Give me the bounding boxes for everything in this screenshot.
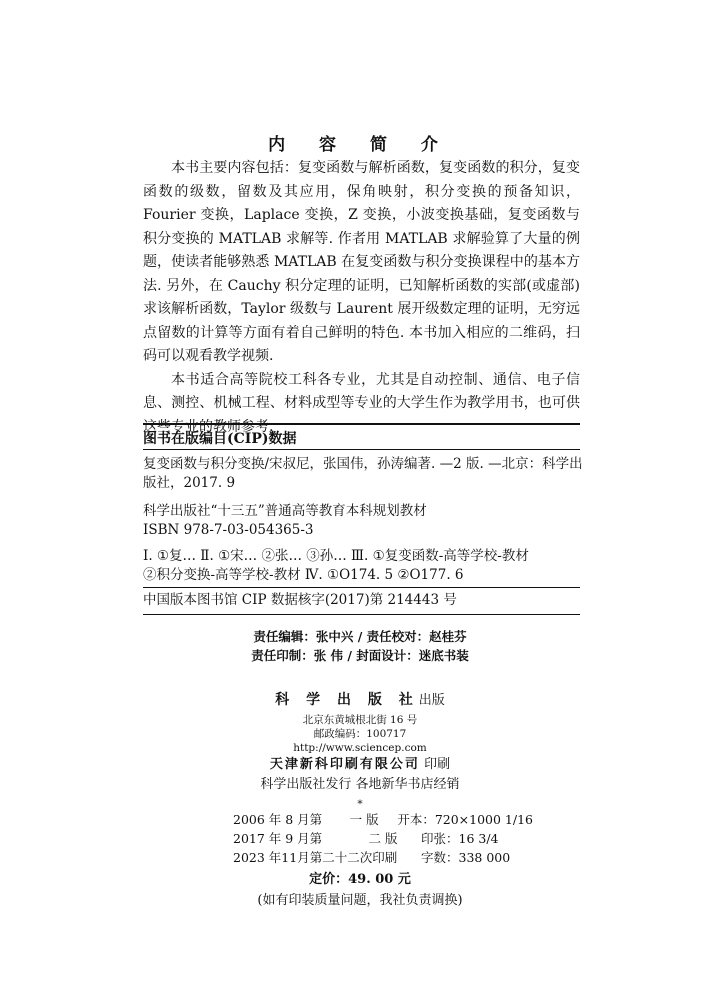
cip-library-rule-bottom bbox=[143, 614, 580, 615]
intro-paragraph-2: 本书适合高等院校工科各专业，尤其是自动控制、通信、电子信息、测控、机械工程、材料成型等专业的大学生作为教学用书，也可供这些专业的教师参考. bbox=[143, 371, 580, 435]
credits-line-1: 责任编辑：张中兴 / 责任校对：赵桂芬 bbox=[253, 629, 467, 644]
printer-line bbox=[0, 756, 720, 774]
credits-block bbox=[0, 627, 720, 665]
separator-star: * bbox=[357, 798, 363, 810]
edition-row bbox=[233, 848, 533, 867]
cip-library-rule-top bbox=[143, 587, 580, 588]
edition-row bbox=[233, 829, 533, 848]
publisher-suffix: 出版 bbox=[418, 693, 445, 708]
publisher-name: 科 学 出 版 社 bbox=[275, 692, 419, 708]
edition-row bbox=[233, 810, 533, 829]
intro-title: 内 容 简 介 bbox=[268, 135, 452, 155]
cip-class-line-2: ②积分变换-高等学校-教材 Ⅳ. ①O174. 5 ②O177. 6 bbox=[143, 567, 464, 583]
distribution-line: 科学出版社发行 各地新华书店经销 bbox=[260, 777, 460, 792]
price: 定价：49. 00 元 bbox=[309, 872, 411, 887]
cip-title-entry bbox=[143, 455, 583, 493]
edition-date: 2006 年 8 月第 bbox=[233, 812, 323, 827]
cip-top-rule bbox=[143, 423, 580, 425]
publisher-website: http://www.sciencep.com bbox=[293, 742, 427, 754]
cip-series-entry bbox=[143, 502, 580, 540]
cip-isbn: ISBN 978-7-03-054365-3 bbox=[143, 522, 314, 538]
publisher-line bbox=[0, 691, 720, 710]
edition-date: 2017 年 9 月第 bbox=[233, 831, 323, 846]
intro-section bbox=[143, 157, 580, 439]
cip-title-line-1: 复变函数与积分变换/宋叔尼，张国伟，孙涛编著. —2 版. —北京：科学出 bbox=[143, 456, 583, 472]
edition-spec: 开本：720×1000 1/16 bbox=[397, 812, 533, 827]
printer-suffix: 印刷 bbox=[424, 757, 451, 772]
cip-heading-rule bbox=[143, 449, 580, 450]
edition-spec: 印张：16 3/4 bbox=[421, 831, 499, 846]
cip-class-line-1: Ⅰ. ①复… Ⅱ. ①宋… ②张… ③孙… Ⅲ. ①复变函数-高等学校-教材 bbox=[143, 548, 529, 564]
cip-classification bbox=[143, 547, 580, 585]
edition-spec: 字数：338 000 bbox=[421, 850, 511, 865]
edition-number: 二 版 bbox=[368, 831, 398, 846]
edition-table bbox=[233, 810, 533, 867]
cip-library-number: 中国版本图书馆 CIP 数据核字(2017)第 214443 号 bbox=[143, 592, 457, 608]
intro-paragraph-1: 本书主要内容包括：复变函数与解析函数，复变函数的积分，复变函数的级数，留数及其应用，保角映射，积分变换的预备知识，Fourier 变换，Laplace 变换，Z 变换，小波变换基础，复变函数与积分变换的 MATLAB 求解等. 作者用 MATLAB 求解验算了大量的例题，使读者能够熟悉 MATLAB 在复变函数与积分变换课程中的基本方法. 另外，在 Cauchy 积分定理的证明，已知解析函数的实部(或虚部)求该解析函数，Taylor 级数与 Laurent 展开级数定理的证明，无穷远点留数的计算等方面有着自己鲜明的特色. 本书加入相应的二维码，扫码可以观看教学视频. bbox=[143, 160, 580, 364]
edition-number: 一 版 bbox=[349, 812, 379, 827]
edition-date: 2023 年11月第二十二次印刷 bbox=[233, 850, 398, 865]
printer-name: 天津新科印刷有限公司 bbox=[269, 757, 420, 772]
cip-title-line-2: 版社，2017. 9 bbox=[143, 475, 236, 491]
quality-notice: (如有印装质量问题，我社负责调换) bbox=[257, 893, 463, 908]
credits-line-2: 责任印制：张 伟 / 封面设计：迷底书装 bbox=[251, 648, 469, 663]
publisher-address: 北京东黄城根北街 16 号 bbox=[302, 714, 418, 726]
cip-heading: 图书在版编目(CIP)数据 bbox=[143, 431, 297, 447]
cip-series: 科学出版社“十三五”普通高等教育本科规划教材 bbox=[143, 503, 427, 519]
publisher-postcode: 邮政编码：100717 bbox=[313, 728, 407, 740]
cip-library-entry bbox=[143, 591, 580, 610]
